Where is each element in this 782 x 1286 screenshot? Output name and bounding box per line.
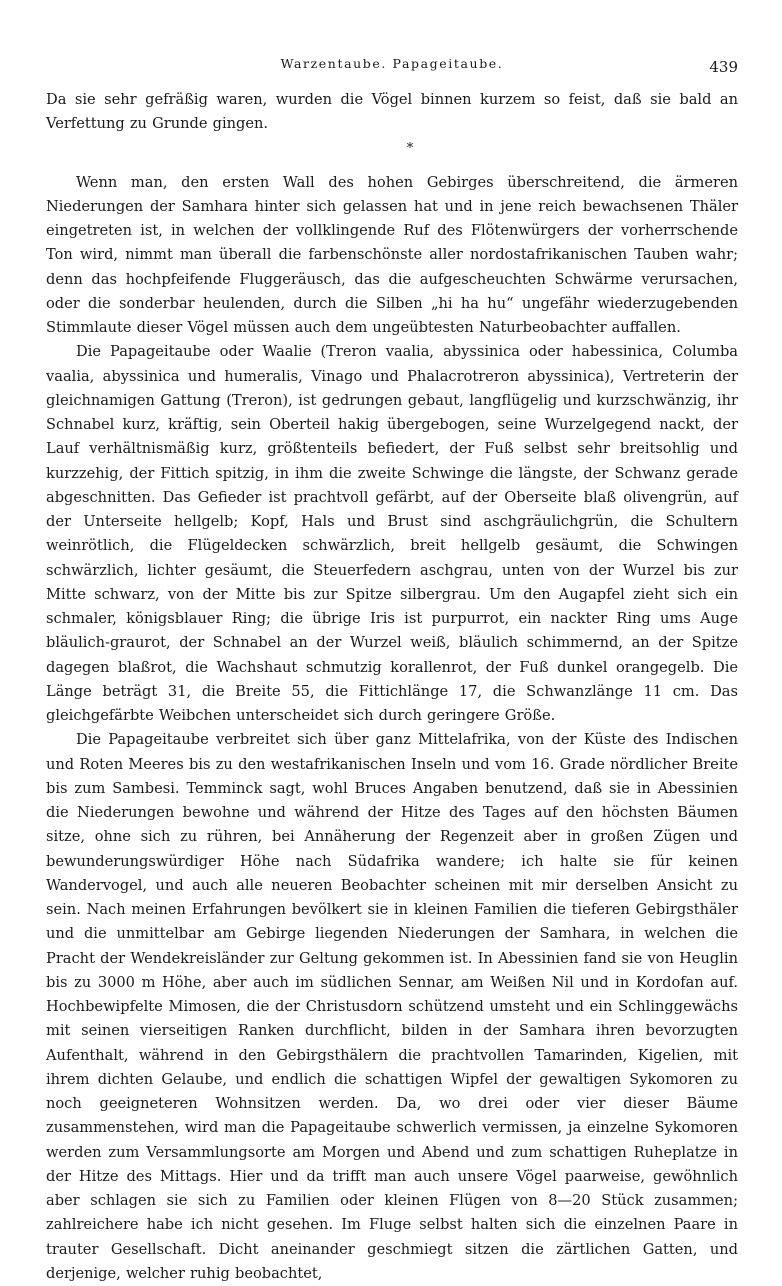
body-text bbox=[46, 88, 738, 1282]
running-title: Warzentaube. Papageitaube. bbox=[280, 56, 504, 71]
section-separator: * bbox=[406, 140, 414, 156]
page-number: 439 bbox=[709, 58, 738, 76]
page-header bbox=[46, 56, 738, 80]
paragraph-intro: Wenn man, den ersten Wall des hohen Gebirges überschreitend, die ärmeren Niederungen der Samhara hinter sich gelassen hat und in jene reich bewachsenen Thäler eingetreten ist, in welchen der vollklingende Ruf des Flötenwürgers der vorherrschende Ton wird, nimmt man überall die farbenschönste aller nordostafrikanischen Tauben wahr; denn das hochpfeifende Fluggeräusch, das die aufgescheuchten Schwärme verursachen, oder die sonderbar heulenden, durch die Silben „hi ha hu“ ungefähr wiederzugebenden Stimmlaute dieser Vögel müssen auch dem ungeübtesten Naturbeobachter auffallen. bbox=[46, 173, 738, 336]
section-gap bbox=[46, 161, 738, 171]
paragraph-distribution: Die Papageitaube verbreitet sich über ganz Mittelafrika, von der Küste des Indischen und Roten Meeres bis zu den westafrikanischen Inseln und vom 16. Grade nördlicher Breite bis zum Sambesi. Temminck sagt, wohl Bruces Angaben benutzend, daß sie in Abessinien die Niederungen bewohne und während der Hitze des Tages auf den höchsten Bäumen sitze, ohne sich zu rühren, bei Annäherung der Regenzeit aber in großen Zügen und bewunderungswürdiger Höhe nach Südafrika wandere; ich halte sie für keinen Wandervogel, und auch alle neueren Beobachter scheinen mit mir derselben Ansicht zu sein. Nach meinen Erfahrungen bevölkert sie in kleinen Familien die tieferen Gebirgsthäler und die unmittelbar am Gebirge liegenden Niederungen der Samhara, in welchen die Pracht der Wendekreisländer zur Geltung gekommen ist. In Abessinien fand sie von Heuglin bis zu 3000 m Höhe, aber auch im südlichen Sennar, am Weißen Nil und in Kordofan auf. Hochbewipfelte Mimosen, die der Christusdorn schützend umsteht und ein Schlinggewächs mit seinen vierseitigen Ranken durchflicht, bilden in der Samhara ihren bevorzugten Aufenthalt, während in den Gebirgsthälern die prachtvollen Tamarinden, Kigelien, mit ihrem dichten Gelaube, und endlich die schattigen Wipfel der gewaltigen Sykomoren zu noch geeigneteren Wohnsitzen werden. Da, wo drei oder vier dieser Bäume zusammenstehen, wird man die Papageitaube schwerlich vermissen, ja einzelne Sykomoren werden zum Versammlungsorte am Morgen und Abend und zum schattigen Ruheplatze in der Hitze des Mittags. Hier und da trifft man auch unsere Vögel paarweise, gewöhnlich aber schlagen sie sich zu Familien oder kleinen Flügen von 8—20 Stück zusammen; zahlreichere habe ich nicht gesehen. Im Fluge selbst halten sich die einzelnen Paare in trauter Gesellschaft. Dicht aneinander geschmiegt sitzen die zärtlichen Gatten, und derjenige, welcher ruhig beobachtet, bbox=[46, 731, 738, 1282]
paragraph-description: Die Papageitaube oder Waalie (Treron vaalia, abyssinica oder habessinica, Columba vaalia, abyssinica und humeralis, Vinago und Phalacrotreron abyssinica), Vertreterin der gleichnamigen Gattung (Treron), ist gedrungen gebaut, langflügelig und kurzschwänzig, ihr Schnabel kurz, kräftig, sein Oberteil hakig übergebogen, seine Wurzelgegend nackt, der Lauf verhältnismäßig kurz, größtenteils befiedert, der Fuß selbst sehr breitsohlig und kurzzehig, der Fittich spitzig, in ihm die zweite Schwinge die längste, der Schwanz gerade abgeschnitten. Das Gefieder ist prachtvoll gefärbt, auf der Oberseite blaß olivengrün, auf der Unterseite hellgelb; Kopf, Hals und Brust sind aschgräulichgrün, die Schultern weinrötlich, die Flügeldecken schwärzlich, breit hellgelb gesäumt, die Schwingen schwärzlich, lichter gesäumt, die Steuerfedern aschgrau, unten von der Wurzel bis zur Mitte schwarz, von der Mitte bis zur Spitze silbergrau. Um den Augapfel zieht sich ein schmaler, königsblauer Ring; die übrige Iris ist purpurrot, ein nackter Ring ums Auge bläulich-graurot, der Schnabel an der Wurzel weiß, bläulich schimmernd, an der Spitze dagegen blaßrot, die Wachshaut schmutzig korallenrot, der Fuß dunkel orangegelb. Die Länge beträgt 31, die Breite 55, die Fittichlänge 17, die Schwanzlänge 11 cm. Das gleichgefärbte Weibchen unterscheidet sich durch geringere Größe. bbox=[46, 343, 738, 724]
paragraph-continuation: Da sie sehr gefräßig waren, wurden die Vögel binnen kurzem so feist, daß sie bald an Verfettung zu Grunde gingen. bbox=[46, 91, 738, 133]
